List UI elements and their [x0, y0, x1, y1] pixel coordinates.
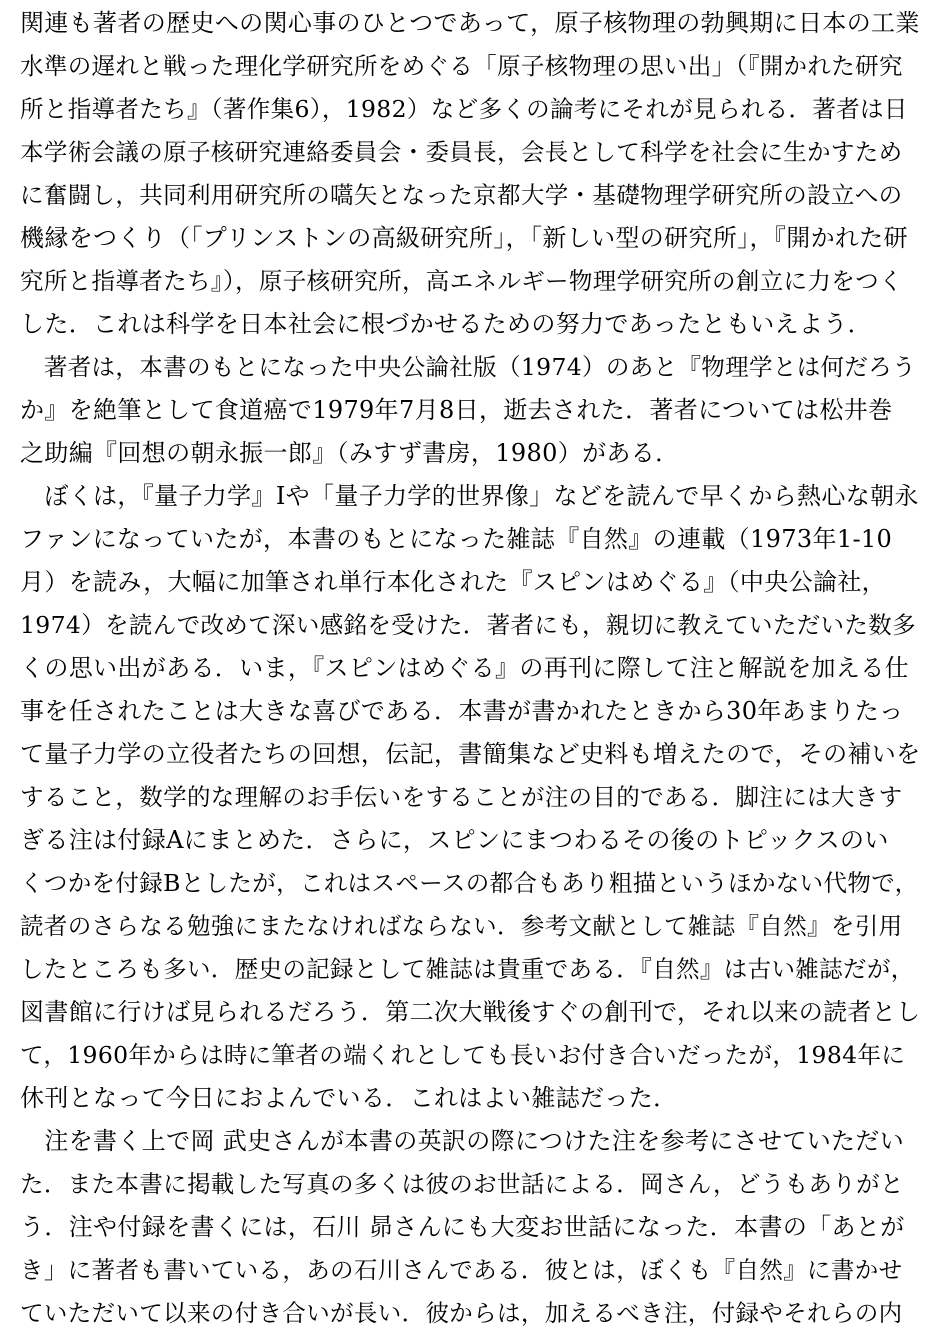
text-line: 所と指導者たち』（著作集6），1982）など多くの論考にそれが見られる．著者は日: [20, 95, 908, 123]
text-line: 休刊となって今日におよんでいる．これはよい雑誌だった．: [20, 1084, 678, 1112]
text-line: ファンになっていたが，本書のもとになった雑誌『自然』の連載（1973年1-10: [20, 525, 893, 553]
text-line: 之助編『回想の朝永振一郎』（みすず書房，1980）がある．: [20, 439, 680, 467]
text-line: ぼくは，『量子力学』Iや「量子力学的世界像」などを読んで早くから熱心な朝永: [20, 482, 919, 510]
text-line: ていただいて以来の付き合いが長い．彼からは，加えるべき注，付録やそれらの内: [20, 1299, 903, 1327]
text-line: したところも多い．歴史の記録として雑誌は貴重である．『自然』は古い雑誌だが，: [20, 955, 915, 983]
text-line: 著者は，本書のもとになった中央公論社版（1974）のあと『物理学とは何だろう: [20, 353, 916, 381]
text-line: 1974）を読んで改めて深い感銘を受けた．著者にも，親切に教えていただいた数多: [20, 611, 916, 639]
text-line: て，1960年からは時に筆者の端くれとしても長いお付き合いだったが，1984年に: [20, 1041, 906, 1069]
text-line: 機縁をつくり（「プリンストンの高級研究所」，「新しい型の研究所」，『開かれた研: [20, 224, 908, 252]
text-line: 図書館に行けば見られるだろう．第二次大戦後すぐの創刊で，それ以来の読者とし: [20, 998, 921, 1026]
document-page: [20, 0, 920, 1340]
text-line: 究所と指導者たち』），原子核研究所，高エネルギー物理学研究所の創立に力をつく: [20, 267, 903, 295]
text-line: に奮闘し，共同利用研究所の嚆矢となった京都大学・基礎物理学研究所の設立への: [20, 181, 903, 209]
text-line: う．注や付録を書くには，石川 昴さんにも大変お世話になった．本書の「あとが: [20, 1213, 905, 1241]
text-line: くつかを付録Bとしたが，これはスペースの都合もあり粗描というほかない代物で，: [20, 869, 919, 897]
text-line: 月）を読み，大幅に加筆され単行本化された『スピンはめぐる』（中央公論社，: [20, 568, 887, 596]
text-line: き」に著者も書いている，あの石川さんである．彼とは，ぼくも『自然』に書かせ: [20, 1256, 903, 1284]
text-line: 読者のさらなる勉強にまたなければならない．参考文献として雑誌『自然』を引用: [20, 912, 903, 940]
text-line: した．これは科学を日本社会に根づかせるための努力であったともいえよう．: [20, 310, 873, 338]
text-line: 事を任されたことは大きな喜びである．本書が書かれたときから30年あまりたっ: [20, 697, 904, 725]
text-line: 関連も著者の歴史への関心事のひとつであって，原子核物理の勃興期に日本の工業: [20, 9, 920, 37]
text-line: て量子力学の立役者たちの回想，伝記，書簡集など史料も増えたので，その補いを: [20, 740, 921, 768]
text-line: 注を書く上で岡 武史さんが本書の英訳の際につけた注を参考にさせていただい: [20, 1127, 905, 1155]
text-line: 水準の遅れと戦った理化学研究所をめぐる「原子核物理の思い出」（『開かれた研究: [20, 52, 903, 80]
text-line: ぎる注は付録Aにまとめた．さらに，スピンにまつわるその後のトピックスのい: [20, 826, 889, 854]
text-line: くの思い出がある．いま，『スピンはめぐる』の再刊に際して注と解説を加える仕: [20, 654, 909, 682]
text-line: た．また本書に掲載した写真の多くは彼のお世話による．岡さん，どうもありがと: [20, 1170, 904, 1198]
text-line: 本学術会議の原子核研究連絡委員会・委員長，会長として科学を社会に生かすため: [20, 138, 903, 166]
text-line: すること，数学的な理解のお手伝いをすることが注の目的である．脚注には大きす: [20, 783, 903, 811]
text-line: か』を絶筆として食道癌で1979年7月8日，逝去された．著者については松井巻: [20, 396, 893, 424]
